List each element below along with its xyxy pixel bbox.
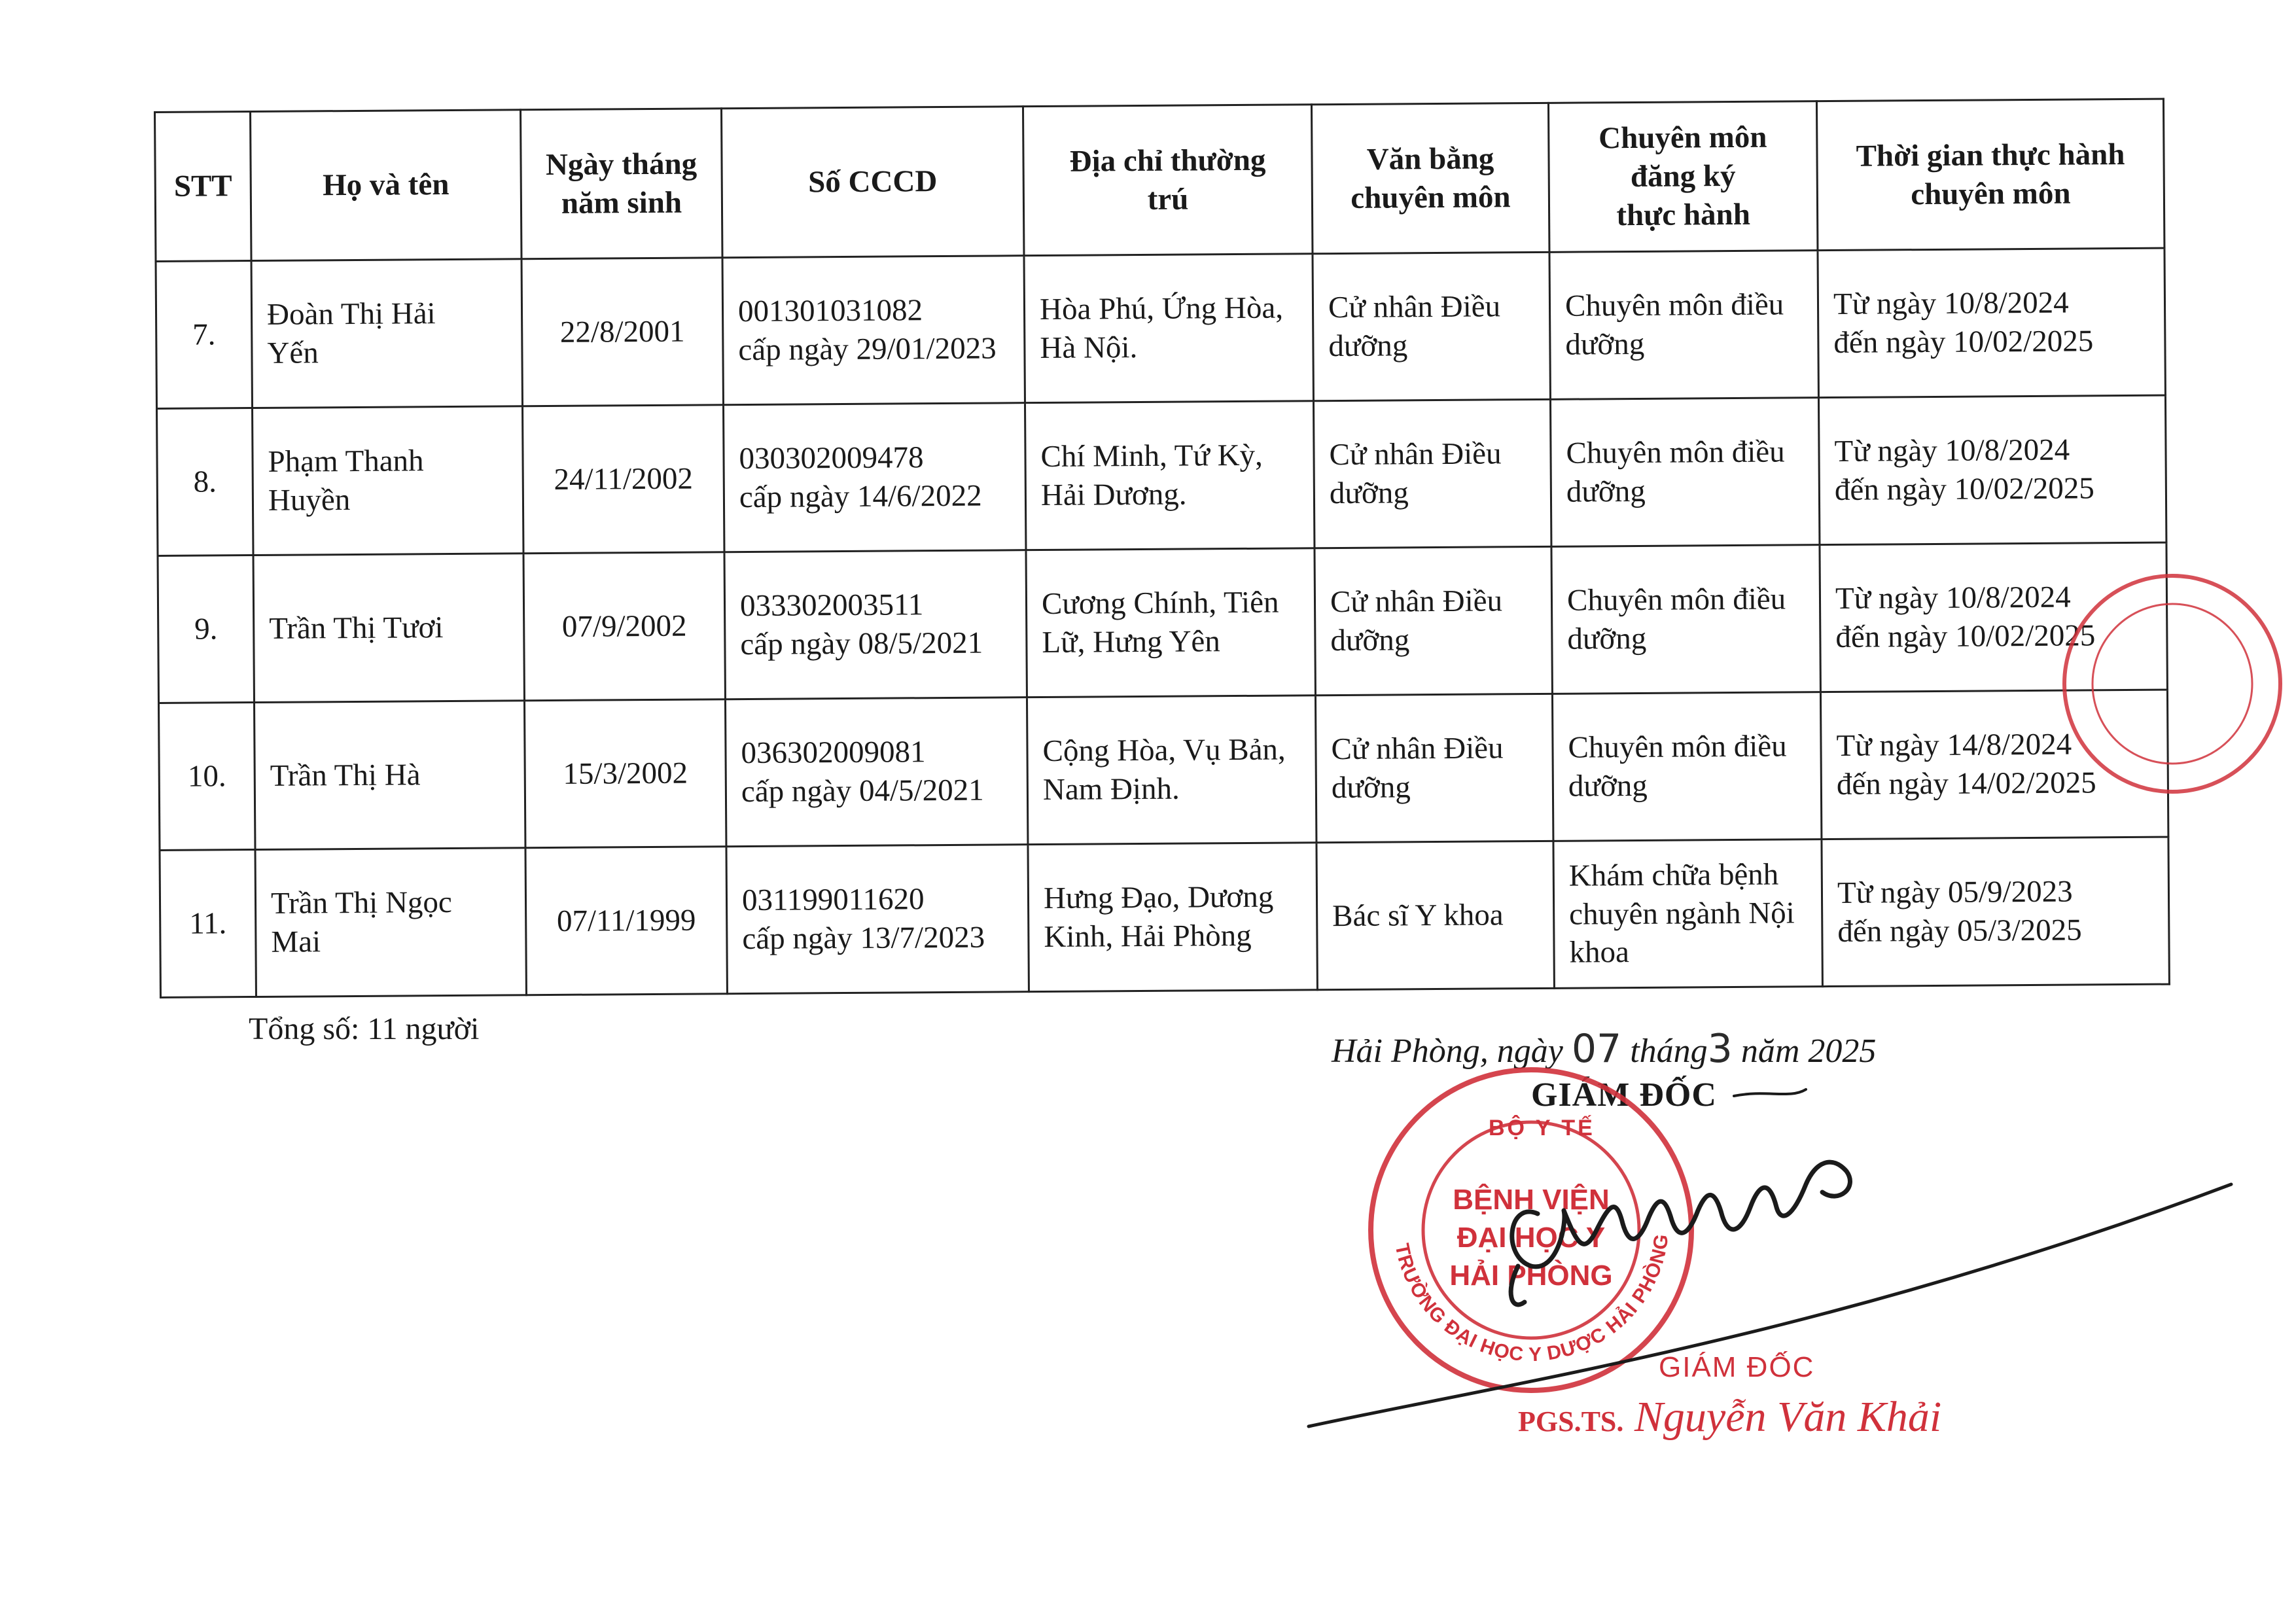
signature-name: [1518, 1392, 1941, 1442]
cell-specialty: Chuyên môn điều dưỡng: [1549, 251, 1818, 400]
cell-cccd: 031199011620 cấp ngày 13/7/2023: [726, 845, 1029, 994]
cell-specialty: Chuyên môn điều dưỡng: [1550, 398, 1819, 547]
stamp-inner-line-1: BỆNH VIỆN: [1453, 1184, 1610, 1216]
cell-name: Trần Thị Hà: [254, 701, 525, 850]
header-cccd: Số CCCD: [721, 107, 1024, 258]
cell-degree: Cử nhân Điều dưỡng: [1315, 694, 1553, 842]
stamp-inner-line-3: HẢI PHÒNG: [1449, 1260, 1613, 1292]
header-practice-time: Thời gian thực hành chuyên môn: [1816, 99, 2164, 251]
stamp-outer-top: BỘ Y TẾ: [1489, 1116, 1595, 1140]
cell-degree: Cử nhân Điều dưỡng: [1315, 546, 1552, 695]
header-specialty: Chuyên môn đăng ký thực hành: [1548, 101, 1818, 253]
header-degree: Văn bằng chuyên môn: [1311, 103, 1549, 253]
cell-address: Cộng Hòa, Vụ Bản, Nam Định.: [1027, 696, 1316, 845]
header-address: Địa chỉ thường trú: [1023, 105, 1313, 256]
cell-degree: Cử nhân Điều dưỡng: [1313, 399, 1551, 548]
cell-cccd: 001301031082 cấp ngày 29/01/2023: [722, 256, 1025, 405]
cell-address: Hòa Phú, Ứng Hòa, Hà Nội.: [1024, 254, 1313, 403]
cell-name: Phạm Thanh Huyền: [253, 406, 523, 556]
stamp-outer-bottom: TRƯỜNG ĐẠI HỌC Y DƯỢC HẢI PHÒNG: [1390, 1232, 1673, 1366]
cell-stt: 10.: [158, 703, 255, 851]
director-title: GIÁM ĐỐC: [1531, 1076, 1717, 1114]
cell-dob: 07/11/1999: [525, 847, 727, 995]
cell-practice-time: Từ ngày 14/8/2024 đến ngày 14/02/2025: [1820, 690, 2168, 839]
cell-stt: 7.: [156, 261, 252, 409]
signature-fullname: Nguyễn Văn Khải: [1634, 1393, 1942, 1441]
date-month-label: tháng: [1630, 1033, 1708, 1070]
cell-specialty: Khám chữa bệnh chuyên ngành Nội khoa: [1553, 839, 1822, 989]
cell-cccd: 036302009081 cấp ngày 04/5/2021: [725, 697, 1027, 847]
cell-practice-time: Từ ngày 05/9/2023 đến ngày 05/3/2025: [1822, 837, 2169, 987]
header-name: Họ và tên: [251, 110, 522, 261]
date-year: năm 2025: [1740, 1033, 1877, 1070]
cell-stt: 9.: [158, 556, 254, 703]
cell-dob: 15/3/2002: [524, 699, 726, 848]
cell-specialty: Chuyên môn điều dưỡng: [1552, 692, 1821, 841]
header-stt: STT: [155, 112, 252, 262]
date-day: 07: [1571, 1026, 1622, 1072]
cell-dob: 07/9/2002: [523, 552, 725, 701]
signature-title: GIÁM ĐỐC: [1659, 1351, 1815, 1383]
stamp-inner-line-2: ĐẠI HỌC Y: [1457, 1222, 1606, 1254]
signature-prefix: PGS.TS.: [1518, 1405, 1624, 1438]
cell-address: Hưng Đạo, Dương Kinh, Hải Phòng: [1028, 843, 1317, 992]
cell-cccd: 030302009478 cấp ngày 14/6/2022: [723, 403, 1025, 552]
cell-practice-time: Từ ngày 10/8/2024 đến ngày 10/02/2025: [1818, 395, 2166, 545]
cell-name: Trần Thị Ngọc Mai: [255, 848, 526, 997]
cell-dob: 24/11/2002: [523, 405, 724, 554]
cell-degree: Bác sĩ Y khoa: [1316, 841, 1554, 989]
total-count: Tổng số: 11 người: [249, 1012, 480, 1046]
cell-stt: 8.: [157, 408, 253, 556]
cell-name: Trần Thị Tươi: [253, 554, 524, 703]
cell-specialty: Chuyên môn điều dưỡng: [1551, 545, 1820, 694]
cell-dob: 22/8/2001: [521, 258, 723, 406]
cell-degree: Cử nhân Điều dưỡng: [1313, 252, 1550, 400]
cell-practice-time: Từ ngày 10/8/2024 đến ngày 10/02/2025: [1820, 542, 2167, 692]
date-month: 3: [1707, 1026, 1733, 1072]
cell-practice-time: Từ ngày 10/8/2024 đến ngày 10/02/2025: [1818, 248, 2165, 398]
cell-address: Cương Chính, Tiên Lữ, Hưng Yên: [1026, 548, 1315, 697]
header-dob: Ngày tháng năm sinh: [520, 109, 722, 259]
cell-stt: 11.: [160, 849, 256, 997]
cell-name: Đoàn Thị Hải Yến: [251, 259, 522, 408]
cell-address: Chí Minh, Tứ Kỳ, Hải Dương.: [1025, 401, 1314, 550]
date-prefix: Hải Phòng, ngày: [1332, 1033, 1563, 1070]
cell-cccd: 033302003511 cấp ngày 08/5/2021: [724, 550, 1027, 699]
